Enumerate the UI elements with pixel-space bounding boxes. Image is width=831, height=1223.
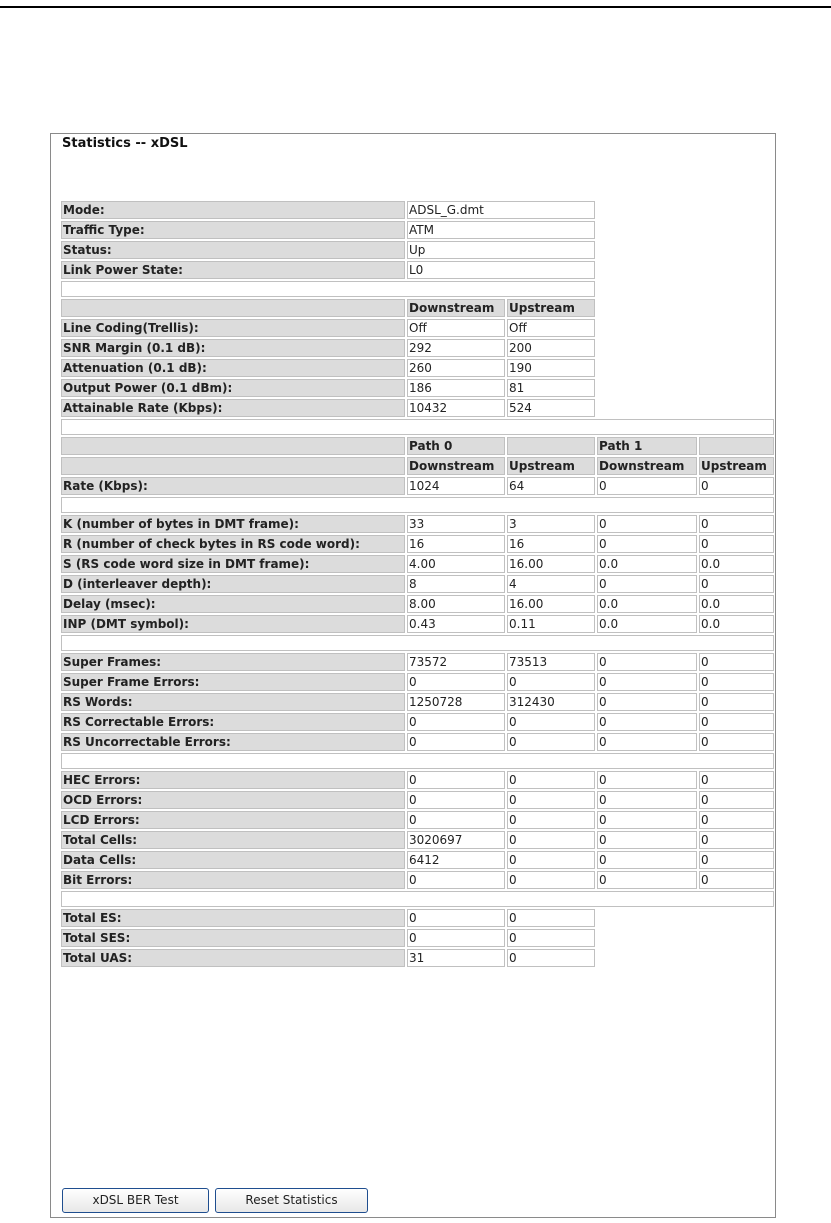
table-header-row: [61, 457, 774, 475]
rate-label: Rate (Kbps):: [61, 477, 405, 495]
spacer-row: [61, 497, 774, 513]
table-row: [61, 261, 774, 279]
table-row: [61, 871, 774, 889]
row-value: 0.0: [699, 555, 774, 573]
row-value: 0.0: [597, 595, 697, 613]
row-value: 0: [507, 949, 595, 967]
reset-statistics-button[interactable]: Reset Statistics: [215, 1188, 368, 1213]
spacer-row: [61, 419, 774, 435]
page-top-rule: [0, 6, 831, 8]
table-row: [61, 399, 774, 417]
table-row: [61, 221, 774, 239]
rate-value: 1024: [407, 477, 505, 495]
row-value: 0: [597, 653, 697, 671]
row-value: 0.11: [507, 615, 595, 633]
row-value: 312430: [507, 693, 595, 711]
row-label: D (interleaver depth):: [61, 575, 405, 593]
row-value: 0: [597, 515, 697, 533]
row-value: 0: [507, 909, 595, 927]
row-value: 1250728: [407, 693, 505, 711]
row-value: 0: [699, 733, 774, 751]
row-value: 0: [407, 713, 505, 731]
page-title: Statistics -- xDSL: [62, 136, 188, 151]
row-label: Super Frames:: [61, 653, 405, 671]
spacer-row: [61, 753, 774, 769]
row-label: INP (DMT symbol):: [61, 615, 405, 633]
snr-margin-label: SNR Margin (0.1 dB):: [61, 339, 405, 357]
row-value: 8: [407, 575, 505, 593]
status-label: Status:: [61, 241, 405, 259]
link-power-state-label: Link Power State:: [61, 261, 405, 279]
table-row: [61, 595, 774, 613]
row-value: 8.00: [407, 595, 505, 613]
table-row: [61, 653, 774, 671]
output-power-up: 81: [507, 379, 595, 397]
row-label: Total ES:: [61, 909, 405, 927]
rate-value: 0: [699, 477, 774, 495]
attainable-rate-label: Attainable Rate (Kbps):: [61, 399, 405, 417]
table-row: [61, 515, 774, 533]
spacer-row: [61, 281, 774, 297]
line-coding-down: Off: [407, 319, 505, 337]
table-row: [61, 851, 774, 869]
row-value: 0.0: [597, 555, 697, 573]
table-row: [61, 319, 774, 337]
line-coding-label: Line Coding(Trellis):: [61, 319, 405, 337]
row-value: 0: [507, 831, 595, 849]
attainable-rate-up: 524: [507, 399, 595, 417]
row-label: S (RS code word size in DMT frame):: [61, 555, 405, 573]
attainable-rate-down: 10432: [407, 399, 505, 417]
path0-downstream-header: Downstream: [407, 457, 505, 475]
row-label: RS Correctable Errors:: [61, 713, 405, 731]
table-row: [61, 575, 774, 593]
row-value: 0: [597, 713, 697, 731]
table-row: [61, 555, 774, 573]
table-row: [61, 949, 774, 967]
row-value: 0: [407, 811, 505, 829]
attenuation-label: Attenuation (0.1 dB):: [61, 359, 405, 377]
row-value: 0: [597, 771, 697, 789]
row-value: 0: [699, 575, 774, 593]
attenuation-up: 190: [507, 359, 595, 377]
row-value: 0: [699, 831, 774, 849]
path0-upstream-header: Upstream: [507, 457, 595, 475]
row-value: 73513: [507, 653, 595, 671]
row-value: 33: [407, 515, 505, 533]
table-row: [61, 771, 774, 789]
row-value: 16.00: [507, 595, 595, 613]
row-value: 0: [699, 771, 774, 789]
row-value: 0: [699, 653, 774, 671]
row-value: 0: [407, 791, 505, 809]
spacer-row: [61, 635, 774, 651]
row-value: 73572: [407, 653, 505, 671]
path0-header: Path 0: [407, 437, 505, 455]
rate-value: 64: [507, 477, 595, 495]
row-value: 0: [597, 811, 697, 829]
row-value: 0: [699, 515, 774, 533]
status-value: Up: [407, 241, 595, 259]
row-value: 0: [699, 811, 774, 829]
table-row: [61, 359, 774, 377]
row-value: 0.0: [699, 595, 774, 613]
row-label: Total Cells:: [61, 831, 405, 849]
row-value: 0: [597, 673, 697, 691]
row-value: 0: [507, 771, 595, 789]
row-label: Data Cells:: [61, 851, 405, 869]
snr-margin-up: 200: [507, 339, 595, 357]
row-value: 0: [699, 791, 774, 809]
row-value: 0: [597, 733, 697, 751]
rate-value: 0: [597, 477, 697, 495]
row-label: R (number of check bytes in RS code word):: [61, 535, 405, 553]
table-header-row: [61, 437, 774, 455]
row-value: 0: [407, 871, 505, 889]
table-row: [61, 673, 774, 691]
row-value: 4: [507, 575, 595, 593]
row-value: 0: [699, 673, 774, 691]
row-value: 0: [407, 771, 505, 789]
attenuation-down: 260: [407, 359, 505, 377]
row-value: 0: [507, 871, 595, 889]
row-value: 0: [597, 831, 697, 849]
row-label: RS Words:: [61, 693, 405, 711]
row-value: 4.00: [407, 555, 505, 573]
row-value: 0.0: [597, 615, 697, 633]
row-value: 0: [507, 791, 595, 809]
table-header-row: [61, 299, 774, 317]
table-row: [61, 811, 774, 829]
upstream-header: Upstream: [507, 299, 595, 317]
row-value: 0: [699, 851, 774, 869]
row-value: 0: [507, 851, 595, 869]
table-row: [61, 831, 774, 849]
row-label: LCD Errors:: [61, 811, 405, 829]
row-label: Delay (msec):: [61, 595, 405, 613]
row-label: HEC Errors:: [61, 771, 405, 789]
path1-downstream-header: Downstream: [597, 457, 697, 475]
row-value: 0.43: [407, 615, 505, 633]
snr-margin-down: 292: [407, 339, 505, 357]
spacer-row: [61, 891, 774, 907]
table-row: [61, 929, 774, 947]
mode-label: Mode:: [61, 201, 405, 219]
row-value: 3020697: [407, 831, 505, 849]
output-power-down: 186: [407, 379, 505, 397]
row-label: RS Uncorrectable Errors:: [61, 733, 405, 751]
table-row: [61, 241, 774, 259]
row-label: Total SES:: [61, 929, 405, 947]
traffic-type-value: ATM: [407, 221, 595, 239]
row-value: 0: [507, 811, 595, 829]
row-value: 16: [507, 535, 595, 553]
row-value: 3: [507, 515, 595, 533]
traffic-type-label: Traffic Type:: [61, 221, 405, 239]
row-value: 0: [597, 693, 697, 711]
row-label: Bit Errors:: [61, 871, 405, 889]
row-value: 6412: [407, 851, 505, 869]
row-value: 0: [597, 791, 697, 809]
row-value: 0: [597, 871, 697, 889]
row-label: Total UAS:: [61, 949, 405, 967]
table-row: [61, 201, 774, 219]
row-value: 16.00: [507, 555, 595, 573]
row-label: OCD Errors:: [61, 791, 405, 809]
table-row: [61, 693, 774, 711]
row-value: 0: [699, 693, 774, 711]
mode-value: ADSL_G.dmt: [407, 201, 595, 219]
table-row: [61, 339, 774, 357]
table-row: [61, 535, 774, 553]
row-value: 0: [407, 673, 505, 691]
table-row: [61, 713, 774, 731]
row-value: 0: [507, 929, 595, 947]
output-power-label: Output Power (0.1 dBm):: [61, 379, 405, 397]
table-row: [61, 615, 774, 633]
table-row: [61, 477, 774, 495]
row-value: 0: [699, 713, 774, 731]
row-value: 31: [407, 949, 505, 967]
row-value: 0: [597, 851, 697, 869]
table-row: [61, 791, 774, 809]
row-value: 0: [507, 733, 595, 751]
row-value: 16: [407, 535, 505, 553]
line-coding-up: Off: [507, 319, 595, 337]
table-row: [61, 909, 774, 927]
link-power-state-value: L0: [407, 261, 595, 279]
xdsl-statistics-table: [59, 199, 776, 969]
row-label: K (number of bytes in DMT frame):: [61, 515, 405, 533]
downstream-header: Downstream: [407, 299, 505, 317]
table-row: [61, 379, 774, 397]
row-value: 0: [407, 733, 505, 751]
row-label: Super Frame Errors:: [61, 673, 405, 691]
row-value: 0: [597, 575, 697, 593]
path1-upstream-header: Upstream: [699, 457, 774, 475]
path1-header: Path 1: [597, 437, 697, 455]
row-value: 0: [407, 909, 505, 927]
row-value: 0: [699, 535, 774, 553]
table-row: [61, 733, 774, 751]
row-value: 0: [507, 713, 595, 731]
row-value: 0: [407, 929, 505, 947]
row-value: 0.0: [699, 615, 774, 633]
xdsl-ber-test-button[interactable]: xDSL BER Test: [62, 1188, 209, 1213]
row-value: 0: [699, 871, 774, 889]
row-value: 0: [507, 673, 595, 691]
row-value: 0: [597, 535, 697, 553]
